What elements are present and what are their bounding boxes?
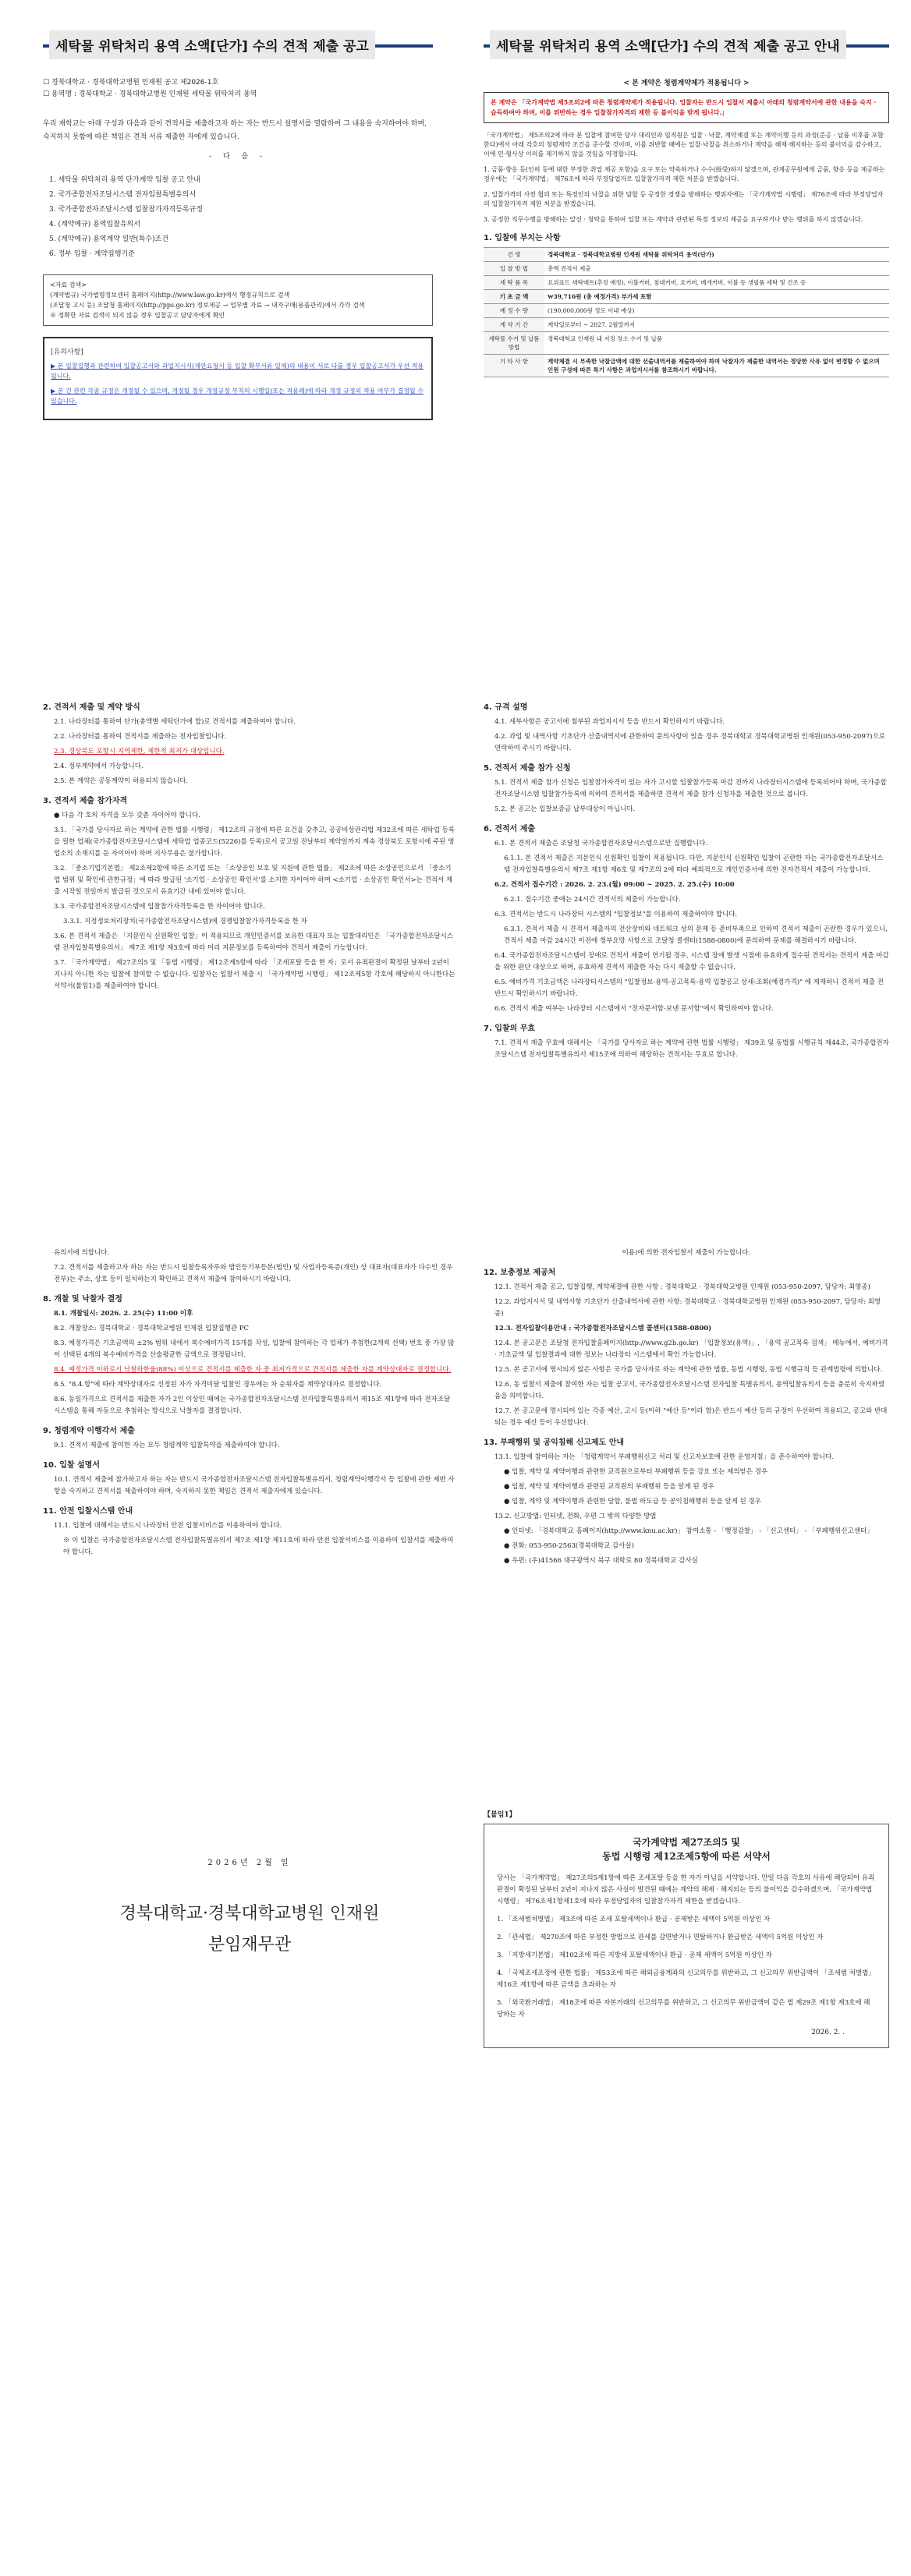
caution-title: [유의사항] bbox=[51, 349, 83, 356]
notice-number: ☐ 경북대학교 · 경북대학교병원 인재원 공고 제2026-1호 bbox=[43, 79, 219, 87]
pledge-title: 국가계약법 제27조의5 및 동법 시행령 제12조제5항에 따른 서약서 bbox=[602, 1837, 771, 1862]
pledge-item: 5. 「외국환거래법」 제18조에 따른 자본거래의 신고의무를 위반하고, 그 신고의무 위반금액이 같은 법 제29조 제1항 제3호에 해당하는 자 bbox=[497, 1999, 870, 2019]
section-heading: 7. 입찰의 무효 bbox=[484, 1024, 536, 1033]
clause: 5.2. 본 공고는 입찰보증금 납부대상이 아닙니다. bbox=[494, 805, 636, 813]
notice-title-banner bbox=[484, 27, 889, 65]
notice-title-banner bbox=[43, 27, 433, 65]
clause: 12.1. 견적서 제출 공고, 입찰집행, 계약체결에 관한 사항 : 경북대학교 · 경북대학교병원 인재원 (053-950-2097, 담당자: 최영종) bbox=[494, 1283, 870, 1291]
notice-page-1 bbox=[43, 27, 433, 420]
clause: 3.6. 본 견적서 제출은 「지문인식 신원확인 입찰」이 적용되므로 개인인증서를 보유한 대표자 또는 입찰대리인은 「국가종합전자조달시스템 전자입찰특별유의서」 제7조 제1항 제3호에 따라 미리 지문정보를 등록하여야 견적서 제출이 가능합니다. bbox=[54, 932, 454, 952]
clause: ※ 이 입찰은 국가종합전자조달시스템 전자입찰특별유의서 제7조 제1항 제11호에 따라 안전 입찰서비스를 이용하여 입찰서를 제출하여야 합니다. bbox=[63, 1537, 454, 1556]
integrity-clause: 1. 금품·향응 등(인허 등에 대한 부정한 취업 제공 포함)을 요구 또는 약속하거나 수수(授受)하지 않겠으며, 관계공무원에게 금품, 향응 등을 제공하는 경우에는 「국가계약법」 제76조에 따라 부정당업자로 입찰참가자격 제한 처분을 받겠습니다. bbox=[484, 166, 885, 182]
attachment-page bbox=[484, 1809, 889, 2048]
pledge-item: 3. 「지방세기본법」 제102조에 따른 지방세 포탈세액이나 환급 · 공제 세액이 5억원 이상인 자 bbox=[497, 1951, 772, 1959]
service-name: ☐ 용역명 : 경북대학교 · 경북대학교병원 인재원 세탁물 위탁처리 용역 bbox=[43, 90, 257, 98]
list-item: 6. 정부 입찰 · 계약집행기준 bbox=[49, 250, 135, 258]
clause: 11.1. 입찰에 대해서는 반드시 나라장터 안전 입찰서비스를 이용하여야 합니다. bbox=[54, 1522, 282, 1530]
list-item: 2. 국가종합전자조달시스템 전자입찰특별유의서 bbox=[49, 191, 197, 199]
table-row: 예 정 수 량 (190,000,000원 정도 이내 예상) bbox=[484, 304, 889, 318]
table-row: 건 명 경북대학교 · 경북대학교병원 인재원 세탁물 위탁처리 용역(단가) bbox=[484, 248, 889, 262]
clause: 6.5. 예비가격 기초금액은 나라장터시스템의 "입찰정보-용역-공고목록-용역 입찰공고 상세-조회(예정가격)" 에 게재하니 견적서 제출 전 반드시 확인하시기 바랍니다. bbox=[494, 978, 884, 998]
section-heading: 11. 안전 입찰시스템 안내 bbox=[43, 1507, 133, 1516]
clause: 6.2. 견적서 접수기간 : 2026. 2. 23.(월) 09:00 ~ 2025. 2. 25.(수) 10:00 bbox=[494, 881, 735, 889]
clause: 6.3. 견적서는 반드시 나라장터 시스템의 "입찰정보"를 이용하여 제출하여야 합니다. bbox=[494, 911, 738, 918]
notice-meta bbox=[43, 77, 433, 101]
notice-page-6 bbox=[484, 1247, 889, 1570]
signature-page bbox=[43, 1809, 456, 1961]
clause: 유의서에 의합니다. bbox=[54, 1249, 110, 1257]
caution-item: ▶ 본 건 관련 각종 규정은 개정될 수 있으며, 개정될 경우 개정규정 부칙의 시행일(또는 적용례)에 따라 개정 규정의 적용 여부가 결정될 수 있습니다. bbox=[51, 387, 424, 405]
table-row: 기 초 금 액 ₩39,716원 (총 예정가격) 부가세 포함 bbox=[484, 290, 889, 304]
clause: 6.1.1. 본 견적서 제출은 지문인식 신원확인 입찰이 적용됩니다. 다만, 지문인식 신원확인 입찰이 곤란한 자는 국가종합전자조달시스템 전자입찰특별유의서 제7조 제1항 제6호 및 제7조의 2에 따라 예외적으로 개인인증서에 의한 전자견적서 제출이 가능합니다. bbox=[504, 855, 884, 874]
clause: 12.6. 동 입찰서 제출에 참여한 자는 입찰 공고서, 국가종합전자조달시스템 전자입찰 특별유의서, 용역입찰유의서 등을 충분히 숙지하였음을 의미합니다. bbox=[494, 1381, 885, 1400]
notice-title: 세탁물 위탁처리 용역 소액[단가] 수의 견적 제출 공고 안내 bbox=[490, 30, 846, 59]
notice-page-2 bbox=[484, 27, 889, 377]
section-heading: 13. 부패행위 및 공익침해 신고제도 안내 bbox=[484, 1438, 625, 1447]
clause: 이용)에 의한 전자입찰서 제출이 가능합니다. bbox=[622, 1249, 751, 1257]
reference-box: <자료 검색> (계약법규) 국가법령정보센터 홈페이지(http://www.law.go.kr)에서 행정규칙으로 검색 (조달청 고시 등) 조달청 홈페이지(http://pps.go.kr) 정보제공 → 업무별 자료 → 내자구매(용품관리)에서 각각 검색 ※ 정확한 자료 검색이 되지 않을 경우 입찰공고 담당자에게 확인 bbox=[43, 274, 433, 326]
clause: 3.7. 「국가계약법」 제27조의5 및 「동법 시행령」 제12조제5항에 따라 「조세포탈 등을 한 자」로서 유죄판결이 확정된 날부터 2년이 지나지 아니한 자는 입찰에 참여할 수 없습니다. 입찰자는 입찰서 제출 시 「국가계약법 시행령」 제12조제5항 각호에 해당하지 아니한다는 서약서(붙임1)를 제출하여야 합니다. bbox=[54, 959, 456, 990]
clause: 2.4. 정부계약에서 가능합니다. bbox=[54, 763, 144, 770]
clause: 8.5. "8.4.항"에 따라 계약상대자로 선정된 자가 자격미달 입찰인 경우에는 차 순위자를 계약상대자로 결정합니다. bbox=[54, 1381, 382, 1389]
integrity-clause: 3. 공정한 직무수행을 방해하는 알선 · 청탁을 통하여 입찰 또는 계약과 관련된 특정 정보의 제공을 요구하거나 받는 행위를 하지 않겠습니다. bbox=[484, 216, 863, 223]
clause: 7.2. 견적서를 제출하고자 하는 자는 반드시 입찰등록자루와 법인등기부등본(법인) 및 사업자등록증(개인) 상 대표자(대표자가 다수인 경우 전부)는 주소, 상호 등이 일치하는지 확인하고 견적서 제출에 참여하시기 바랍니다. bbox=[54, 1264, 453, 1283]
pledge-item: 1. 「조세범처벌법」 제3조에 따른 조세 포탈세액이나 환급 · 공제받은 세액이 5억원 이상인 자 bbox=[497, 1916, 771, 1923]
list-item: 5. (계약예규) 용역계약 일반(특수)조건 bbox=[49, 235, 168, 243]
table-row: 계 약 기 간 계약일로부터 ~ 2027. 2월말까지 bbox=[484, 318, 889, 332]
clause: 2.5. 본 계약은 공동계약이 허용되지 않습니다. bbox=[54, 777, 189, 785]
table-row: 세탁물 수거 및 납품방법 경북대학교 인재원 내 지정 장소 수거 및 납품 bbox=[484, 332, 889, 355]
clause: 6.4. 국가종합전자조달시스템이 장애로 견적서 제출이 연기될 경우, 시스템 장애 발생 시점에 유효하게 접수된 견적서는 견적서 제출 마감을 위한 판단 대상으로 하며, 유효하게 견적서 제출한 자는 다시 제출할 수 없습니다. bbox=[494, 952, 889, 971]
notice-page-3 bbox=[43, 694, 456, 996]
clause: 12.3. 전자입찰이용안내 : 국가종합전자조달시스템 콜센터(1588-0800) bbox=[494, 1325, 712, 1332]
clause: 6.3.1. 견적서 제출 시 견적서 제출자의 전산장비와 네트워크 상의 문제 등 준비부족으로 인하여 견적서 제출이 곤란한 경우가 있으니, 견적서 제출 마감 24시간 이전에 청부요망 사항으로 조달청 콜센터(1588-0800)에 문의하여 문제를 해결하시기 바랍니다. bbox=[504, 925, 888, 945]
clause: ● 전화: 053-950-2563(경북대학교 감사실) bbox=[504, 1542, 634, 1550]
integrity-clause: 2. 입찰가격의 사전 협의 또는 특정인의 낙찰을 위한 담합 등 공정한 경쟁을 방해하는 행위자에는 「국가계약법 시행령」 제76조에 따라 부정당업자의 입찰참가자격 제한 처분을 받겠습니다. bbox=[484, 191, 884, 207]
clause: ● 다음 각 호의 자격을 모두 갖춘 자이어야 합니다. bbox=[54, 812, 200, 819]
clause: 12.7. 본 공고문에 명시되어 있는 각종 예산, 고시 등(이하 "예산 등"이라 함)은 반드시 예산 등의 규정이 우선하여 적용되고, 공고와 반대되는 경우 예산 등이 우선합니다. bbox=[494, 1407, 888, 1427]
clause: 8.3. 예정가격은 기초금액의 ±2% 범위 내에서 복수예비가격 15개를 작성, 입찰에 참여하는 각 업체가 추첨한(2개씩 선택) 번호 중 가장 많이 선택된 4개의 복수예비가격을 산술평균한 금액으로 결정됩니다. bbox=[54, 1339, 455, 1359]
notice-page-5 bbox=[43, 1247, 456, 1562]
clause: ● 입찰, 계약 및 계약이행과 관련한 담합, 불법 하도급 등 공익침해행위 등을 알게 된 경우 bbox=[504, 1498, 761, 1506]
clause: 13.2. 신고방법: 인터넷, 전화, 우편 그 밖의 다양한 방법 bbox=[494, 1513, 657, 1520]
clause: 3.1. 「국가를 당사자로 하는 계약에 관한 법률 시행령」 제12조의 규정에 따른 요건을 갖추고, 공공비상관리법 제32조에 따른 세탁업 등록을 필한 업체(국가종합전자조달시스템에 세탁업 업종코드(5226)를 등록)로서 공고일 전날부터 계약일까지 계속 경상북도 포항시에 주된 영업소의 소재지를 둔 자이어야 하며 지사무용은 불가합니다. bbox=[54, 826, 456, 858]
clause: ● 입찰, 계약 및 계약이행과 관련한 교직원으로부터 부패행위 등을 강요 또는 제의받은 경우 bbox=[504, 1468, 768, 1476]
clause: 7.1. 견적서 제출 무효에 대해서는 「국가를 당사자로 하는 계약에 관한 법률 시행령」 제39조 및 동법률 시행규칙 제44조, 국가종합전자조달시스템 전자입찰특별유의서 제15조에 의하여 해당하는 견적서는 무효로 합니다. bbox=[494, 1039, 889, 1059]
clause: 8.6. 동일가격으로 견적서를 제출한 자가 2인 이상인 때에는 국가종합전자조달시스템 전자입찰특별유의서 제15조 제1항에 따라 전자조달시스템을 통해 자동으로 추첨하는 방식으로 낙찰자를 결정합니다. bbox=[54, 1396, 451, 1415]
clause: 3.3.1. 지정정보처리장치(국가종합전자조달시스템)에 경쟁입찰참가자격등록을 한 자 bbox=[63, 918, 307, 925]
clause: 4.1. 세부사항은 공고서에 첨부된 과업지시서 등을 반드시 확인하시기 바랍니다. bbox=[494, 718, 725, 726]
section-heading: 6. 견적서 제출 bbox=[484, 825, 536, 833]
clause: ● 우편: (우)41566 대구광역시 북구 대학로 80 경북대학교 감사실 bbox=[504, 1557, 698, 1565]
clause: 3.3. 국가종합전자조달시스템에 입찰참가자격등록을 한 자이어야 합니다. bbox=[54, 903, 265, 911]
list-item: 3. 국가종합전자조달시스템 입찰참가자격등록규정 bbox=[49, 206, 203, 214]
signer-title: 분임재무관 bbox=[207, 1935, 292, 1955]
table-row: 기 타 사 항 계약체결 시 부족한 낙찰금액에 대한 선출내역서를 제출하여야 하며 낙찰자가 제출한 내역서는 정당한 사유 없이 변경할 수 없으며 인원 구성에 따른 특기 사항은 과업지시서를 참조하시기 바랍니다. bbox=[484, 355, 889, 377]
clause: 12.4. 본 공고문은 조달청 전자입찰홈페이지(http://www.g2b.go.kr) 「입찰정보(용역)」, 「용역 공고목록 검색」 메뉴에서, 예비가격 · 기초금액 및 입찰결과에 대한 정보는 나라장터 시스템에서 확인 가능합니다. bbox=[494, 1339, 888, 1359]
clause: 12.2. 과업지시서 및 내역사항 기초단가 산출내역서에 관한 사항: 경북대학교 · 경북대학교병원 인재원 (053-950-2097, 담당자: 최영종) bbox=[494, 1298, 881, 1318]
section-heading: 4. 규격 설명 bbox=[484, 703, 528, 712]
clause: 6.1. 본 견적서 제출은 조달청 국가종합전자조달시스템으로만 집행합니다. bbox=[494, 840, 708, 847]
clause: 6.2.1. 접수기간 중에는 24시간 견적서의 제출이 가능합니다. bbox=[504, 896, 681, 904]
integrity-heading: < 본 계약은 청렴계약제가 적용됩니다 > bbox=[623, 80, 750, 87]
notice-title: 세탁물 위탁처리 용역 소액[단가] 수의 견적 제출 공고 bbox=[49, 30, 375, 59]
attachment-label: 【붙임1】 bbox=[484, 1811, 516, 1819]
clause: 5.1. 견적서 제출 참가 신청은 입찰참가자격이 있는 자가 고시할 입찰참가등록 마감 전까지 나라장터시스템에 등록되어야 하며, 국가종합전자조달시스템 입찰참가등록에 의하여 견적서를 제출하면 견적서 제출 참가 신청자를 제출한 것으로 봅니다. bbox=[494, 779, 887, 798]
clause: 10.1. 견적서 제출에 참가하고자 하는 자는 반드시 국가종합전자조달시스템 전자입찰특별유의서, 청렴계약이행각서 등 입찰에 관한 제반 사항을 숙지하고 견적서를 제출하여야 하며, 숙지하지 못한 책임은 견적서 제출자에게 있습니다. bbox=[54, 1476, 455, 1495]
org-name: 경북대학교·경북대학교병원 인재원 bbox=[119, 1904, 380, 1923]
section-heading: 12. 보충정보 제공처 bbox=[484, 1269, 556, 1277]
clause: 12.5. 본 공고서에 명시되지 않은 사항은 국가를 당사자로 하는 계약에 관한 법률, 동법 시행령, 동법 시행규칙 등 관계법령에 의합니다. bbox=[494, 1366, 883, 1374]
section-heading: 5. 견적서 제출 참가 신청 bbox=[484, 764, 571, 773]
integrity-paragraph: 「국가계약법」 제5조의2에 따라 본 입찰에 참여한 당사 대리인과 임직원은 입찰 · 낙찰, 계약체결 또는 계약이행 등의 과정(준공 · 납품 이후를 포함한다)에서 아래 각호의 청렴계약 조건을 준수할 것이며, 이를 위반할 때에는 입찰·낙찰을 취소하거나 계약을 해제·해지하는 등의 불이익을 감수하고, 이에 민·형사상 이의를 제기하지 않을 것임을 약정합니다. bbox=[484, 132, 884, 157]
section-heading: 1. 입찰에 부치는 사항 bbox=[484, 234, 561, 242]
integrity-notice-box: 본 계약은 「국가계약법 제5조의2에 따른 청렴계약제가 적용됩니다. 입찰자는 반드시 입찰서 제출시 아래의 청렴계약서에 관한 내용을 숙지 · 습득하여야 하며, 이를 위반하는 경우 입찰참가자격의 제한 등 불이익을 받게 됩니다.」 bbox=[484, 92, 889, 123]
signature-org bbox=[43, 1898, 456, 1961]
signature-date: 2026년 2월 일 bbox=[207, 1859, 292, 1867]
clause: 6.6. 견적서 제출 여부는 나라장터 시스템에서 "전자문서함-보낸 문서함"에서 확인하여야 합니다. bbox=[494, 1005, 774, 1013]
list-item: 1. 세탁물 위탁처리 용역 단가계약 입찰 공고 안내 bbox=[49, 176, 200, 184]
clause: 2.1. 나라장터를 통하여 단가(총액별 세탁단가에 합)로 견적서를 제출하여야 합니다. bbox=[54, 718, 296, 726]
clause: 13.1. 입찰에 참여하는 자는 「청렴계약서 부패행위신고 처리 및 신고자보호에 관한 운영지침」을 준수하여야 합니다. bbox=[494, 1453, 835, 1461]
clause: 8.1. 개찰일시: 2026. 2. 25(수) 11:00 이후 bbox=[54, 1310, 193, 1318]
pledge-date: 2026. 2. . bbox=[811, 2029, 845, 2036]
notice-page-4 bbox=[484, 694, 889, 1064]
clause: ● 입찰, 계약 및 계약이행과 관련된 교직원의 부패행위 등을 알게 된 경우 bbox=[504, 1483, 714, 1491]
clause: 2.3. 경상북도 포항시 지역제한, 제한적 최저가 대상입니다. bbox=[54, 748, 225, 755]
section-heading: 9. 청렴계약 이행각서 제출 bbox=[43, 1427, 135, 1435]
pledge-box bbox=[484, 1824, 889, 2048]
clause: 9.1. 견적서 제출에 참여한 자는 모두 청렴계약 입찰특약을 제출하여야 합니다. bbox=[54, 1442, 280, 1449]
intro-paragraph: 우리 재학교는 아래 구성과 다음과 같이 견적서를 제출하고자 하는 자는 반드시 설명서를 열람하여 그 내용을 숙지하여야 하며, 숙지하지 못함에 따른 책임은 견적 서류 제출한 자에게 있습니다. bbox=[43, 120, 427, 141]
clause: 8.2. 개찰장소: 경북대학교 · 경북대학교병원 인재원 입찰집행관 PC bbox=[54, 1325, 249, 1332]
section-heading: 3. 견적서 제출 참가자격 bbox=[43, 797, 128, 805]
list-item: 4. (계약예규) 용역입찰유의서 bbox=[49, 221, 140, 228]
clause: 4.2. 과업 및 내역사항 기초단가 산출내역서에 관한하여 문의사항이 있을 경우 경북대학교 경북대학교병원 인재원(053-950-2097)으로 연락하여 주시기 바랍니다. bbox=[494, 733, 886, 752]
section-divider: - 다 음 - bbox=[208, 153, 268, 161]
table-row: 입 찰 방 법 총액 견적서 제출 bbox=[484, 262, 889, 276]
clause: 3.2. 「중소기업기본법」 제2조제2항에 따른 소기업 또는 「소상공인 보호 및 지원에 관한 법률」 제2조에 따른 소상공인으로서 「중소기업 범위 및 확인에 관한규정」에 따라 발급된 '소기업 · 소상공인 확인서'를 소지한 자이어야 하며 <소기업 · 소상공인 확인서>는 견적서 제출 시작일 전일까지 발급된 것으로서 유효기간 내에 있어야 합니다. bbox=[54, 865, 453, 896]
pledge-item: 2. 「관세법」 제270조에 따른 부정한 방법으로 관세를 감면받거나 면탈하거나 환급받은 세액이 5억원 이상인 자 bbox=[497, 1934, 824, 1941]
pledge-item: 4. 「국제조세조정에 관한 법률」 제53조에 따른 해외금융계좌의 신고의무를 위반하고, 그 신고의무 위반금액이 「조세범 처벌법」 제16조 제1항에 따른 금액을 초과하는 자 bbox=[497, 1969, 875, 1989]
section-heading: 2. 견적서 제출 및 계약 방식 bbox=[43, 703, 140, 712]
caution-box bbox=[43, 337, 433, 420]
bid-info-table bbox=[484, 247, 889, 377]
document-list bbox=[49, 173, 433, 262]
clause: 2.2. 나라장터를 통하여 견적서를 제출하는 전자입찰입니다. bbox=[54, 733, 227, 741]
clause: ● 인터넷: 「경북대학교 홈페이지(http://www.knu.ac.kr)」 참여소통 - 「행정감찰」 - 「신고센터」 - 「부패행위신고센터」 bbox=[504, 1527, 874, 1535]
caution-item: ▶ 본 입찰집행과 관련하여 입찰공고서와 과업지시서(제안요청서 등 입찰 확부서류 일체)의 내용이 서로 다를 경우 입찰공고서가 우선 적용됩니다. bbox=[51, 363, 424, 380]
pledge-intro: 당사는 「국가계약법」 제27조의5제1항에 따른 조세포탈 등을 한 자가 아님을 서약합니다. 만일 다음 각호의 사유에 해당되어 유죄판결이 확정된 날부터 2년이 지나지 않은 사실이 발견된 때에는 계약의 해제 · 해지되는 등의 불이익을 감수하겠으며, 「국가계약법 시행령」 제76조제1항제1호에 따라 부정당업자의 입찰참가자격 제한을 받겠습니다. bbox=[497, 1874, 875, 1905]
section-heading: 8. 개찰 및 낙찰자 결정 bbox=[43, 1295, 122, 1304]
section-heading: 10. 입찰 설명서 bbox=[43, 1461, 100, 1470]
table-row: 세 탁 품 목 요위표드 세탁매트(추정 예정), 이불커버, 침대커버, 요커버, 베개커버, 이불 등 생필품 세탁 및 건조 등 bbox=[484, 276, 889, 290]
clause: 8.4. 예정가격 이하로서 낙찰하한율(88%) 이상으로 견적서를 제출한 자 중 최저가격으로 견적서를 제출한 자를 계약상대자로 결정합니다. bbox=[54, 1366, 452, 1374]
